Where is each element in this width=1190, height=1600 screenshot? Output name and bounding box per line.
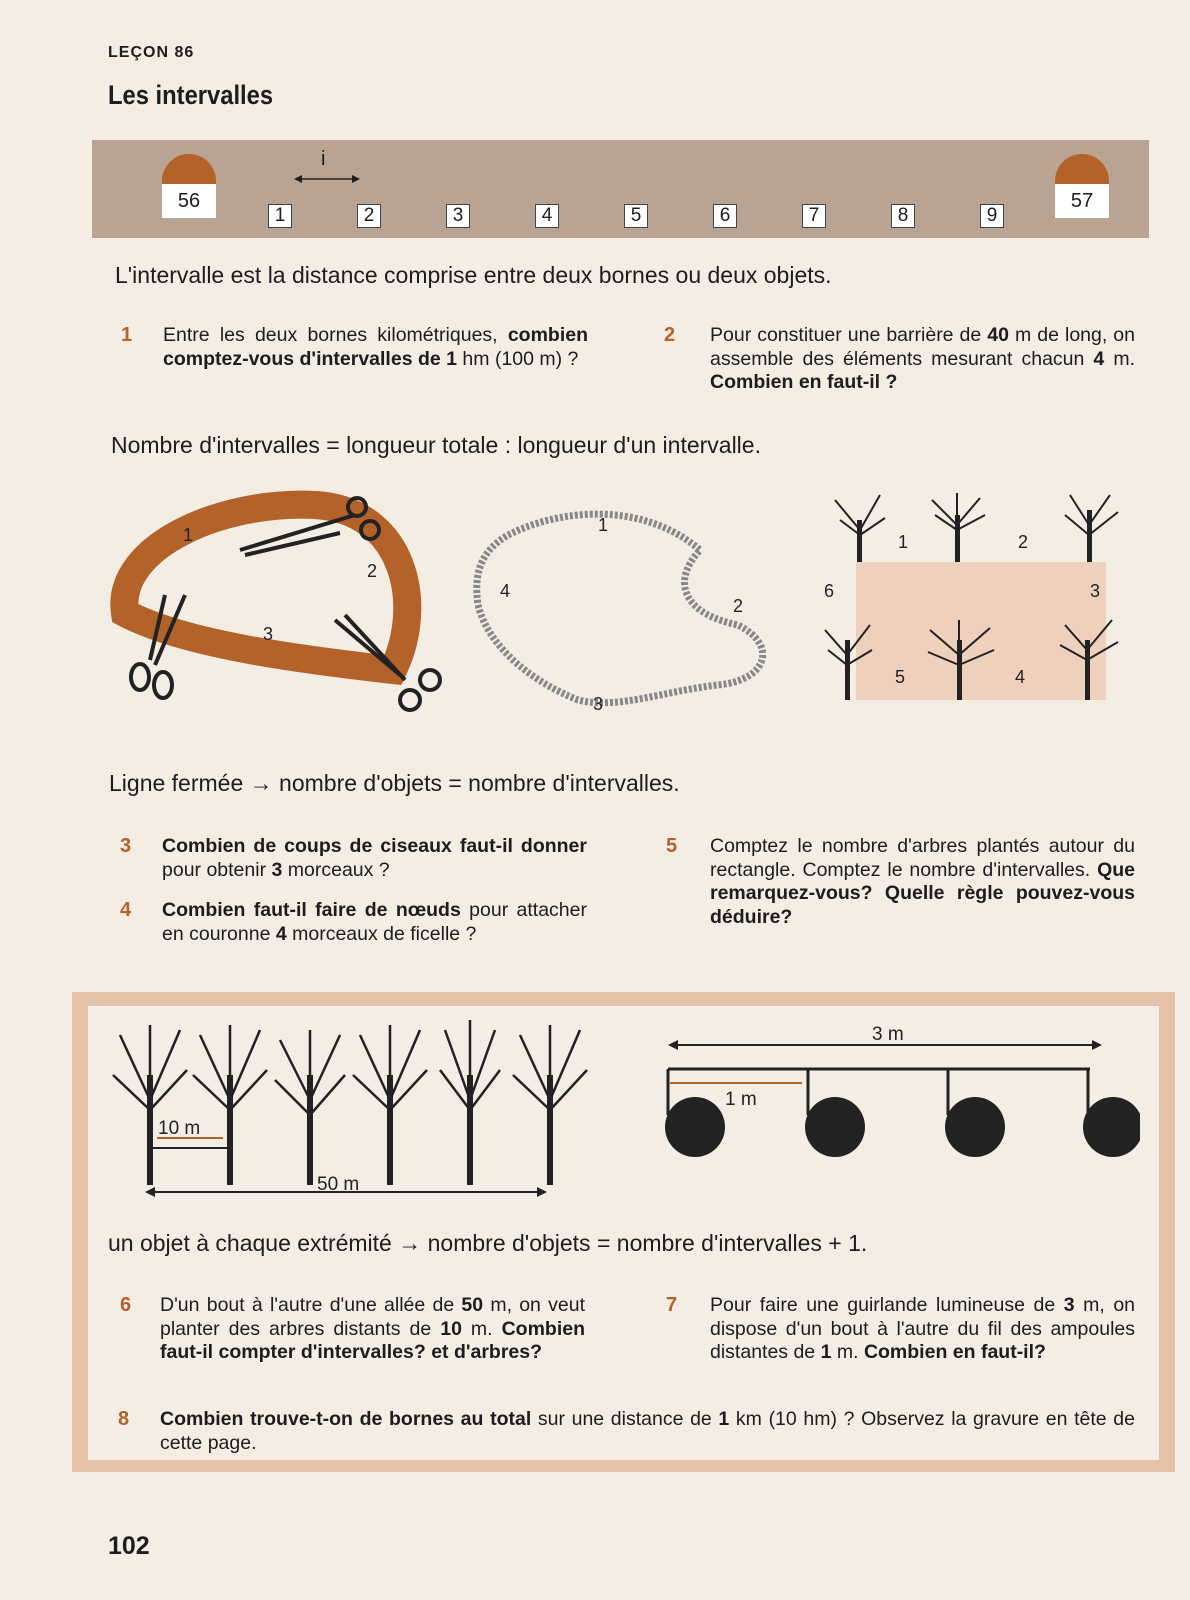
rule-extremities: un objet à chaque extrémité → nombre d'objets = nombre d'intervalles + 1.: [108, 1230, 868, 1256]
exercise-5: Comptez le nombre d'arbres plantés autour du rectangle. Comptez le nombre d'intervalles. Que remarquez-vous? Quelle règle pouvez-vous déduire?: [710, 835, 1135, 928]
field-label: 5: [895, 667, 906, 687]
marker: 4: [535, 204, 559, 228]
exercise-1: Entre les deux bornes kilométriques, combien comptez-vous d'intervalles de 1 hm (100 m) ?: [163, 324, 588, 370]
rule-closed-line: Ligne fermée → nombre d'objets = nombre d'intervalles.: [109, 770, 680, 796]
marker: 3: [446, 204, 470, 228]
marker: 2: [357, 204, 381, 228]
ribbon-figure: [105, 485, 465, 740]
exercise-4: Combien faut-il faire de nœuds pour attacher en couronne 4 morceaux de ficelle ?: [162, 899, 587, 945]
exercise-number: 4: [120, 899, 132, 921]
milestone-56: 56: [162, 154, 216, 208]
exercise-number: 6: [120, 1294, 132, 1316]
marker: 5: [624, 204, 648, 228]
marker: 9: [980, 204, 1004, 228]
marker: 6: [713, 204, 737, 228]
exercise-3: Combien de coups de ciseaux faut-il donner pour obtenir 3 morceaux ?: [162, 835, 587, 881]
milestone-57: 57: [1055, 154, 1109, 208]
exercise-number: 7: [666, 1294, 678, 1316]
field-label: 4: [1015, 667, 1026, 687]
garland-interval-label: 1 m: [725, 1089, 757, 1110]
garland-figure: [640, 1025, 1140, 1190]
exercise-number: 2: [664, 324, 676, 346]
ribbon-label: 3: [263, 624, 274, 644]
marker: 7: [802, 204, 826, 228]
field-label: 6: [824, 581, 835, 601]
milestone-band: [92, 140, 1149, 238]
lesson-label: LEÇON 86: [108, 44, 195, 61]
exercise-6: D'un bout à l'autre d'une allée de 50 m, on veut planter des arbres distants de 10 m. Combien faut-il compter d'intervalles? et d'arbres?: [160, 1294, 585, 1363]
garland-total-label: 3 m: [872, 1025, 904, 1045]
ribbon-label: 1: [183, 525, 194, 545]
marker: 8: [891, 204, 915, 228]
tree-interval-label: 10 m: [158, 1118, 201, 1139]
rule-intervals: Nombre d'intervalles = longueur totale : longueur d'un intervalle.: [111, 432, 761, 458]
exercise-8: Combien trouve-t-on de bornes au total sur une distance de 1 km (10 hm) ? Observez la gravure en tête de cette page.: [160, 1408, 1135, 1454]
exercise-number: 5: [666, 835, 678, 857]
page-title: Les intervalles: [108, 80, 274, 110]
marker: 1: [268, 204, 292, 228]
field-label: 3: [1090, 581, 1101, 601]
exercise-7: Pour faire une guirlande lumineuse de 3 m, on dispose d'un bout à l'autre du fil des ampoules distantes de 1 m. Combien en faut-il?: [710, 1294, 1136, 1363]
rope-label: 4: [500, 581, 511, 601]
interval-label: i: [321, 148, 326, 170]
exercise-number: 1: [121, 324, 133, 346]
rope-label: 2: [733, 596, 744, 616]
field-trees: [820, 490, 1135, 710]
exercise-number: 3: [120, 835, 132, 857]
definition-text: L'intervalle est la distance comprise entre deux bornes ou deux objets.: [115, 262, 832, 288]
rope-label: 1: [598, 515, 609, 535]
tree-total-label: 50 m: [317, 1174, 360, 1195]
field-label: 2: [1018, 532, 1029, 552]
interval-arrow: [292, 154, 362, 188]
exercise-2: Pour constituer une barrière de 40 m de long, on assemble des éléments mesurant chacun 4 m. Combien en faut-il ?: [710, 324, 1135, 393]
ribbon-label: 2: [367, 561, 378, 581]
exercise-number: 8: [118, 1408, 130, 1430]
field-label: 1: [898, 532, 909, 552]
tree-row-figure: [105, 1020, 615, 1210]
rope-figure: [468, 505, 788, 730]
rope-label: 3: [593, 694, 604, 714]
page-number: 102: [108, 1532, 150, 1560]
